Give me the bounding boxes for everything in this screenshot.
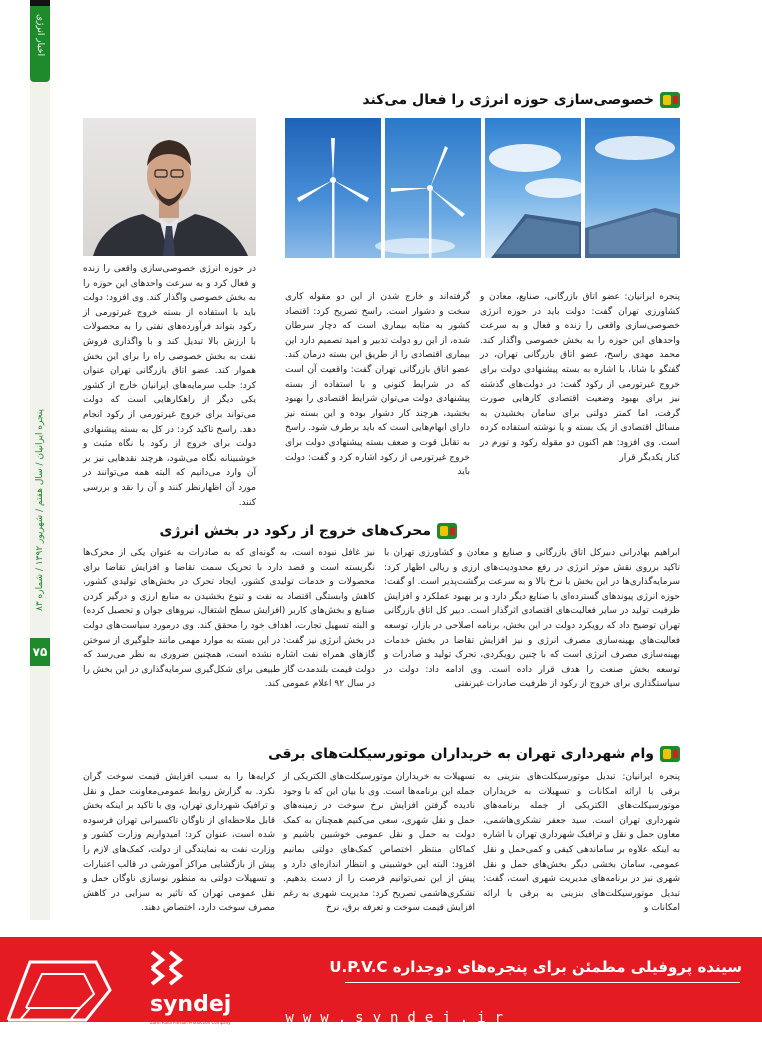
article3-col-right: پنجره ایرانیان: تبدیل موتورسیکلت‌های بنزینی به برقی با ارائه امکانات و تسهیلات به خریداران موتورسیکلت‌های الکتریکی از جمله برنامه‌های شهرداری تهران است. سید جعفر تشکری‌هاشمی، معاون حمل و نقل و ترافیک شهرداری تهران با اشاره به اینکه علاوه بر ساماندهی کیفی و کمی‌حمل و نقل عمومی، سامان بخشی دیگر بخش‌های حمل و نقل شهری نیز در برنامه‌های مدیریت شهری است، گفت: تبدیل موتورسیکلت‌های بنزینی به برقی با ارائه امکانات و [483, 772, 680, 914]
magazine-info: پنجره ایرانیان / سال هفتم / شهریور ۱۳۹۲ / شماره ۸۳ [35, 409, 45, 612]
wind-turbine [285, 118, 381, 258]
syndej-logo-icon [148, 950, 188, 988]
syndej-brand-name: syndej [150, 992, 232, 1017]
article2-col-left: نیز غافل نبوده است، به گونه‌ای که به صادرات به عنوان یکی از محرک‌ها نگریسته است و قصد دارد با تحریک سمت تقاضا و افزایش تقاضا برای محصولات و خدمات تولیدی کشور، ایجاد تحرک در بخش‌های تولیدی کشور، کاهش وابستگی اقتصاد به نفت و تنوع بخشیدن به منابع ارزی و درگیر کردن صنایع و بخش‌های کاربر (افزایش سطح اشتغال، نیروهای جوان و تحصیل کرده) و البته تسهیل تجارت، اهداف خود را محقق کند. وی درمورد سیاست‌های دولت در بخش انرژی نیز گفت: در این بسته به موارد مهمی مانند جلوگیری از سوختن گازهای همراه نفت اشاره نشده است، همچنین ضروری به نظر می‌رسد که دولت قیمت بلندمدت گاز طبیعی برای شکل‌گیری سرمایه‌گذاری در این بخش را در سال ۹۲ اعلام عمومی کند. [83, 548, 375, 690]
category-badge-icon [660, 92, 680, 108]
ad-website-link[interactable]: www.syndej.ir [285, 1010, 512, 1026]
category-badge-icon [660, 746, 680, 762]
syndej-brand-subtitle: Zarin Rana Parsian Production Company [150, 1020, 231, 1025]
person-photo [83, 118, 256, 256]
article1-heading [362, 92, 680, 108]
solar-photo-panel [585, 118, 680, 258]
article1-col-right: پنجره ایرانیان: عضو اتاق بازرگانی، صنایع، معادن و کشاورزی تهران گفت: دولت باید در حوزه انرژی خصوصی‌سازی واقعی را زنده و فعال و به سرعت واحدهای این حوزه را به بخش خصوصی واگذار کند. محمد مهدی راسخ، عضو اتاق بازرگانی تهران، در گفتگو با شانا، با اشاره به بسته پیشنهادی دولت برای خروج غیرتورمی از رکود گفت: در دولت‌های گذشته نیز برای بهبود وضعیت اقتصادی کارهایی صورت گرفت، اما کمتر دولتی برای سامان بخشیدن به مسائل اقتصادی از یک بسته و یا نوشته استفاده کرده است. وی افزود: هم اکنون دو مقوله رکود و تورم در کنار یکدیگر قرار [480, 292, 680, 463]
renewable-energy-photo [285, 118, 680, 258]
solar-panel [485, 118, 581, 258]
section-label: اخبار انرژی [35, 14, 45, 57]
category-badge-icon [437, 523, 457, 539]
wind-photo-panel [285, 118, 381, 258]
wind-photo-panel [385, 118, 481, 258]
article2-heading [160, 523, 458, 539]
article1-col-middle: گرفته‌اند و خارج شدن از این دو مقوله کاری سخت و دشوار است. راسخ تصریح کرد: اقتصاد کشور به مثابه بیماری است که دچار سرطان شده، از این رو دولت تدبیر و امید تصمیم دارد این بیماری اقتصادی را از طریق این بسته درمان کند. عضو اتاق بازرگانی تهران گفت: واقعیت آن است که در شرایط کنونی و با استفاده از بسته پیشنهادی دولت می‌توان شرایط اقتصادی را بهبود بخشید، هرچند کار دشوار بوده و این بسته نیز دارای ابهام‌هایی است که باید برطرف شود. راسخ به تقابل قوت و ضعف بسته پیشنهادی دولت برای خروج غیرتورمی از رکود اشاره کرد و گفت: دولت باید [285, 292, 470, 478]
article2-col-right: ابراهیم بهادرانی دبیرکل اتاق بازرگانی و صنایع و معادن و کشاورزی تهران با تاکید برروی نقش موثر انرژی در رفع محدودیت‌های ارزی و ریالی اظهار کرد: سرمایه‌گذاری‌ها در این بخش با نرخ بالا و به سرعت برگشت‌پذیر است. او گفت: حوزه انرژی پیوندهای گسترده‌ای با صنایع دیگر دارد و بر بهبود عملکرد و افزایش ظرفیت تولید در سایر فعالیت‌های اقتصادی اثرگذار است. دبیر کل اتاق بازرگانی تهران توضیح داد که رویکرد دولت در این بخش، برنامه اصلاحی در بازار، توسعه فعالیت‌های بهینه‌سازی مصرف انرژی و نیز افزایش تقاضا در بخش خدمات بهینه‌سازی مصرف انرژی است که با چنین رویکردی، تحرک تولید و صادرات و توسعه بخش صنعت را هدف قرار داده است. وی ادامه داد: دولت در سیاستگذاری برای خروج از رکود از ظرفیت صادرات غیرنفتی [384, 548, 680, 690]
solar-photo-panel [485, 118, 581, 258]
article1-title: خصوصی‌سازی حوزه انرژی را فعال می‌کند [362, 92, 654, 108]
article3-col-middle: تسهیلات به خریداران موتورسیکلت‌های الکتریکی از جمله این برنامه‌ها است. وی با بیان این که با وجود نادیده گرفتن افزایش نرخ سوخت در زمینه‌های حمل و نقل شهری، سعی می‌کنیم همچنان به کمک دولت به حمل و نقل عمومی خوشبین باشیم و کماکان منتظر اختصاص کمک‌های دولتی بمانیم افزود: البته این خوشبینی و انتظار اندازه‌ای دارد و پیش از این نمی‌توانیم فرصت را از دست بدهیم. تشکری‌هاشمی تصریح کرد: مدیریت شهری به رغم افزایش قیمت سوخت و تعرفه برق، نرخ [283, 772, 475, 914]
ad-divider [345, 982, 740, 983]
window-profile-icon [0, 950, 115, 1025]
article3-col-left: کرایه‌ها را به سبب افزایش قیمت سوخت گران نکرد. به گزارش روابط عمومی‌معاونت حمل و نقل و ترافیک شهرداری تهران، وی با تاکید بر اینکه بخش قابل ملاحظه‌ای از ناوگان تاکسیرانی تهران فرسوده شده است، عنوان کرد: امیدواریم وزارت کشور و وزارت نفت به نمایندگی از دولت، کمک‌های لازم را پیش از بازگشایی مراکز آموزشی در قالب اعتبارات و تسهیلات دولتی به منظور نوسازی ناوگان حمل و نقل عمومی تهران که تاثیر به سزایی در کاهش مصرف سوخت دارد، اختصاص دهند. [83, 772, 275, 914]
section-tab [30, 6, 50, 82]
ad-headline: سینده پروفیلی مطمئن برای پنجره‌های دوجداره U.P.V.C [329, 958, 742, 976]
person-portrait [83, 118, 256, 256]
article3-title: وام شهرداری تهران به خریداران موتورسیکلت‌های برقی [268, 746, 654, 762]
solar-panel [585, 118, 680, 258]
wind-turbine [385, 118, 481, 258]
article1-col-left: در حوزه انرژی خصوصی‌سازی واقعی را زنده و فعال کرد و به سرعت واحدهای این حوزه را به بخش خصوصی واگذار کند. وی افزود: دولت باید با استفاده از بسته خروج غیرتورمی از رکود بتواند فرآورده‌های نفتی را به محصولات با ارزش بالا تبدیل کند و با واگذاری فروش نفت به بخش خصوصی راه را برای این بخش هموار کند. عضو اتاق بازرگانی تهران عنوان کرد: جلب سرمایه‌های ایرانیان خارج از کشور یکی دیگر از راهکارهایی است که دولت می‌تواند برای خروج غیرتورمی از رکود انجام دهد. راسخ تاکید کرد: در کل به بسته پیشنهادی دولت برای خروج از رکود با نگاه مثبت و خوشبینانه نگاه می‌شود، هرچند نقدهایی نیز بر آن وارد می‌دانیم که البته همه می‌توانند در مورد آن اظهارنظر کنند و آن را نقد و بررسی کنند. [83, 264, 256, 508]
article3-heading [268, 746, 680, 762]
page-number: ۷۵ [30, 638, 50, 666]
article2-title: محرک‌های خروج از رکود در بخش انرژی [159, 523, 431, 539]
